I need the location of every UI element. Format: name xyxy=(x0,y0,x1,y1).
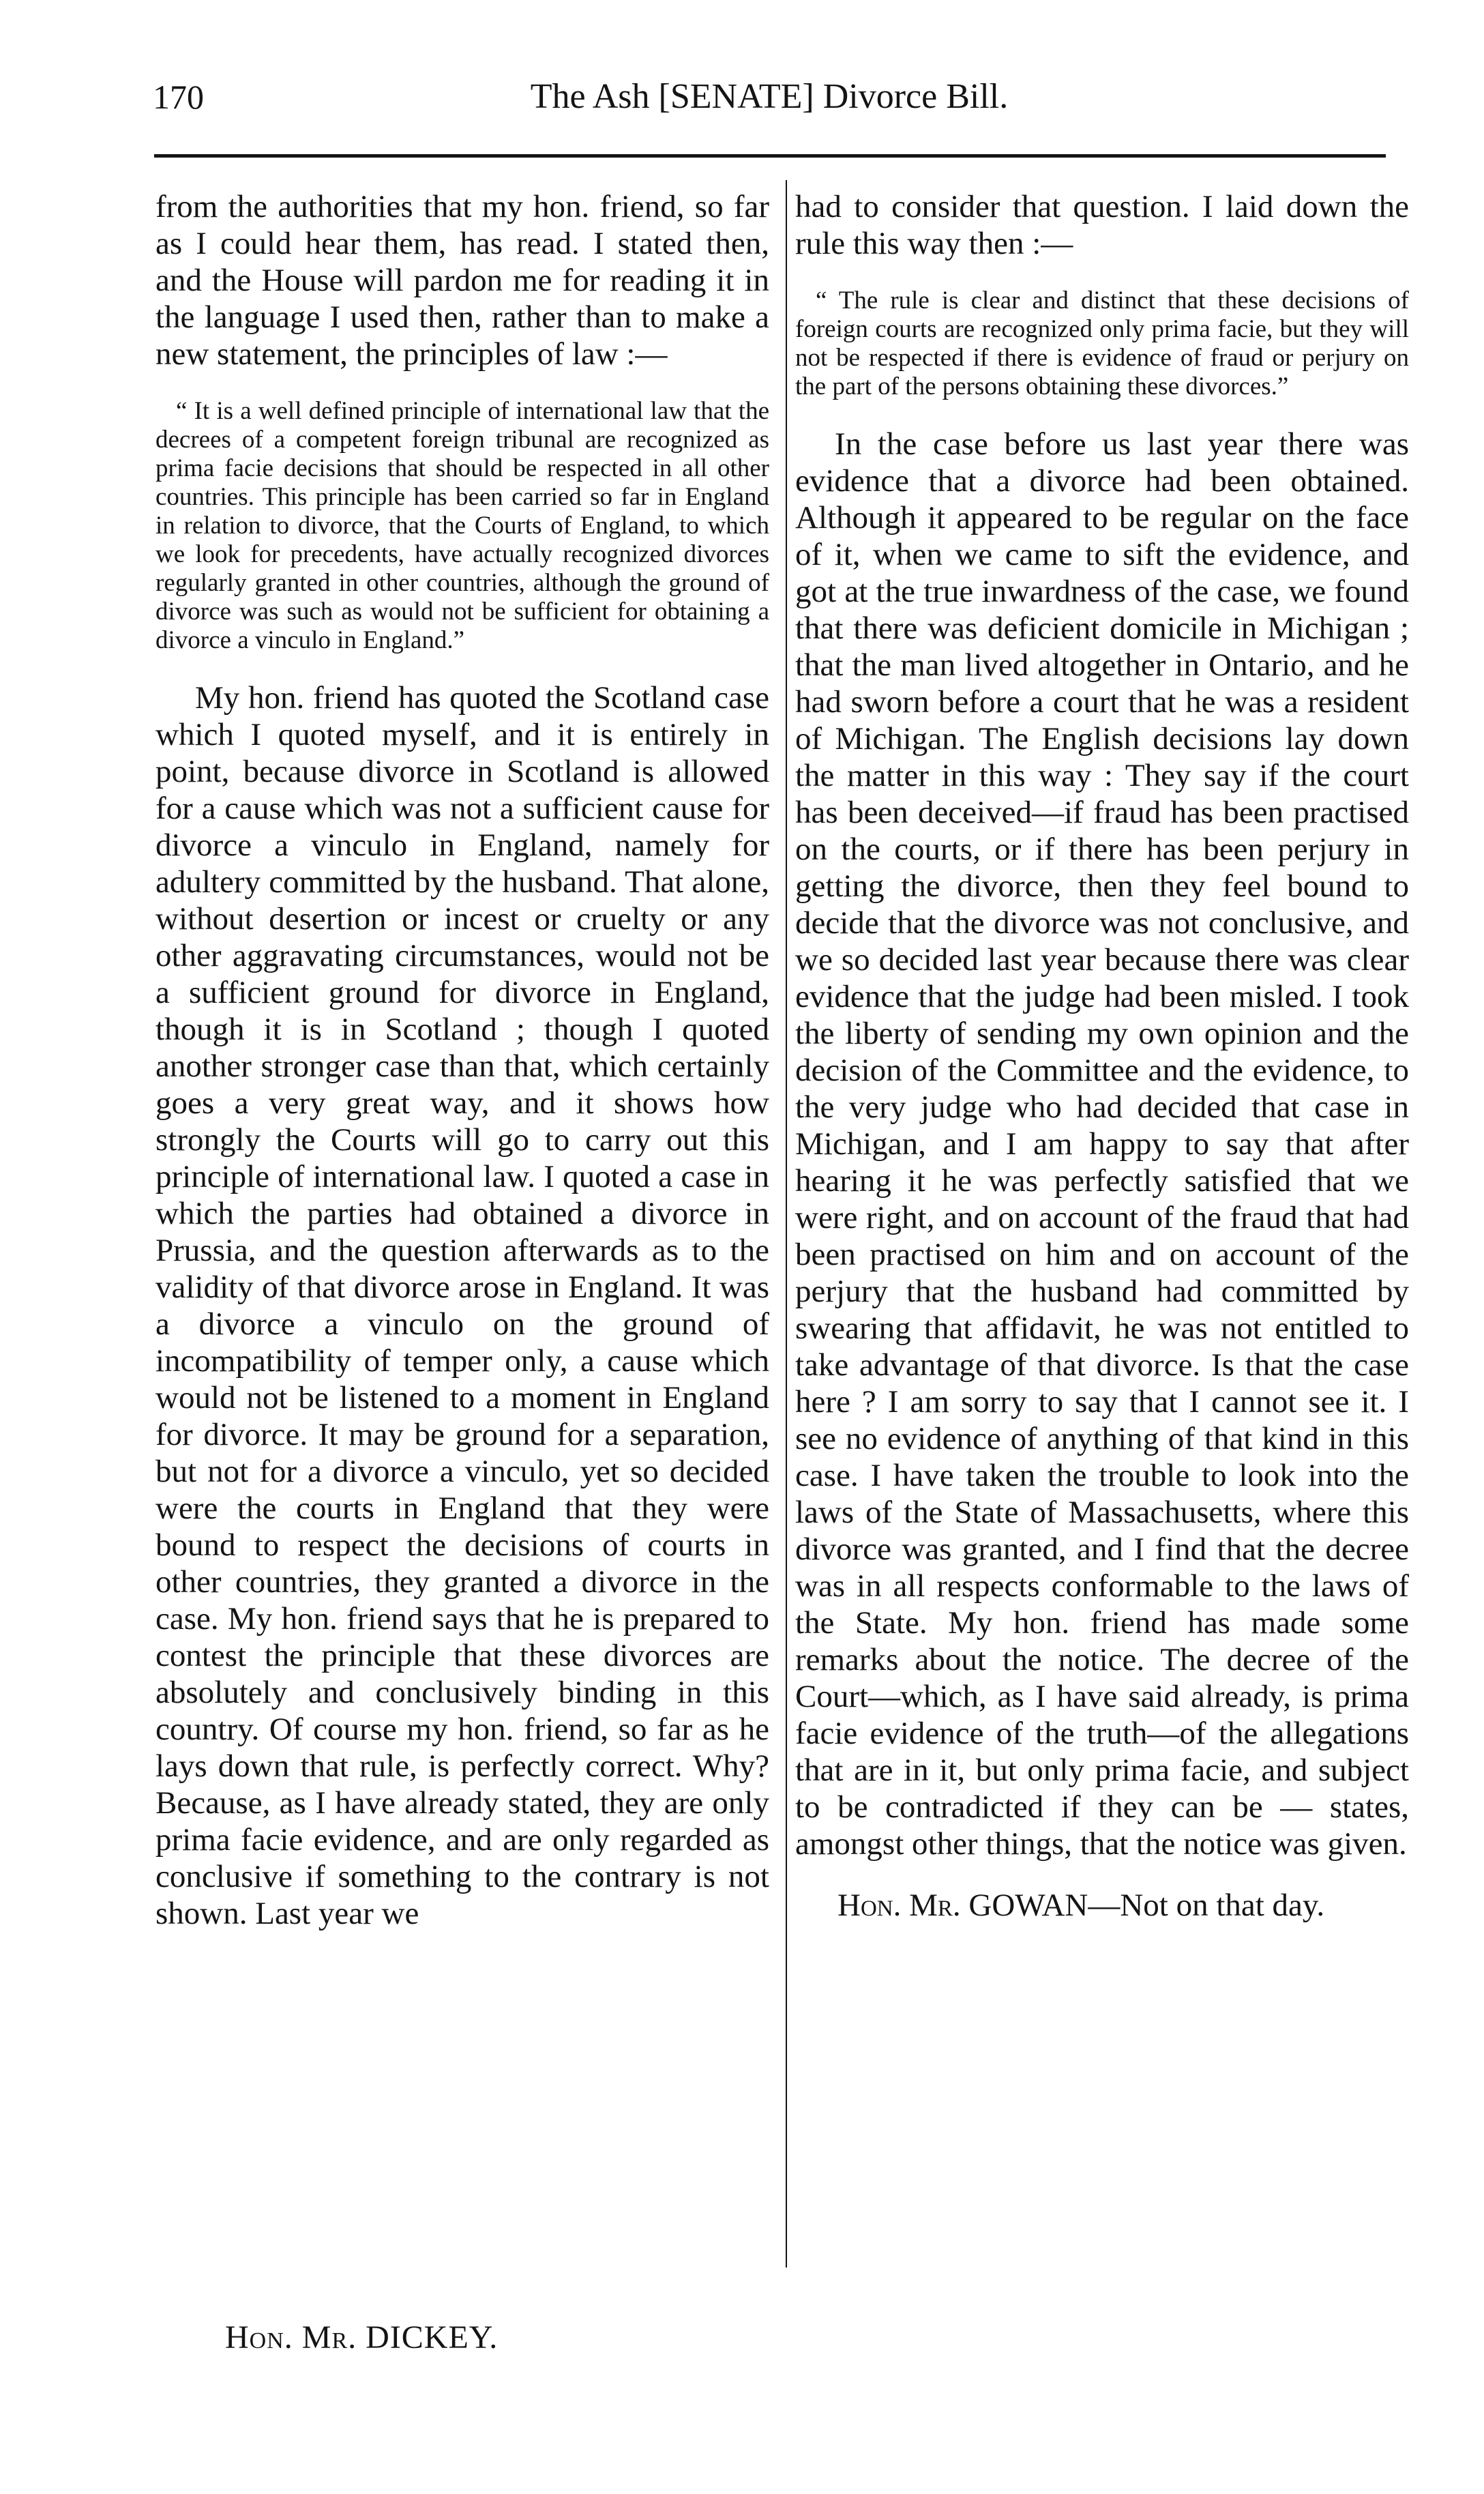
right-column xyxy=(795,188,1409,1924)
speaker-line xyxy=(795,1887,1409,1924)
header-rule xyxy=(154,154,1386,158)
right-paragraph-1: had to consider that question. I laid down the rule this way then :— xyxy=(795,189,1409,261)
footer-catchword: Hon. Mr. DICKEY. xyxy=(225,2319,499,2356)
speaker-name: Hon. Mr. GOWAN xyxy=(837,1888,1088,1923)
left-column xyxy=(155,188,769,1956)
page-header xyxy=(153,76,1386,138)
left-paragraph-1: from the authorities that my hon. friend, so far as I could hear them, has read. I stated then, and the House will pardon me for reading it in the language I used then, rather than to make a new statement, the principles of law :— xyxy=(155,189,769,372)
left-paragraph-2: My hon. friend has quoted the Scotland case which I quoted myself, and it is entirely in point, because divorce in Scotland is allowed for a cause which was not a sufficient cause for divorce a vinculo in England, namely for adultery committed by the husband. That alone, without desertion or incest or cruelty or any other aggravating circumstances, would not be a sufficient ground for divorce in England, though it is in Scotland ; though I quoted another stronger case than that, which certainly goes a very great way, and it shows how strongly the Courts will go to carry out this principle of international law. I quoted a case in which the parties had obtained a divorce in Prussia, and the question afterwards as to the validity of that divorce arose in England. It was a divorce a vinculo on the ground of incompatibility of temper only, a cause which would not be listened to a moment in England for divorce. It may be ground for a separation, but not for a divorce a vinculo, yet so decided were the courts in England that they were bound to respect the decisions of courts in other countries, they granted a divorce in the case. My hon. friend says that he is prepared to contest the principle that these divorces are absolutely and conclusively binding in this country. Of course my hon. friend, so far as he lays down that rule, is perfectly correct. Why? Because, as I have already stated, they are only prima facie evidence, and are only regarded as conclusive if something to the contrary is not shown. Last year we xyxy=(155,680,769,1931)
right-paragraph-2: In the case before us last year there was evidence that a divorce had been obtained. Although it appeared to be regular on the face of it, when we came to sift the evidence, and got at the true inwardness of the case, we found that there was deficient domicile in Michigan ; that the man lived altogether in Ontario, and he had sworn before a court that he was a resident of Michigan. The English decisions lay down the matter in this way : They say if the court has been deceived—if fraud has been practised on the courts, or if there has been perjury in getting the divorce, then they feel bound to decide that the divorce was not conclusive, and we so decided last year because there was clear evidence that the judge had been misled. I took the liberty of sending my own opinion and the decision of the Committee and the evidence, to the very judge who had decided that case in Michigan, and I am happy to say that after hearing it he was perfectly satisfied that we were right, and on account of the fraud that had been practised on him and on account of the perjury that the husband had committed by swearing that affidavit, he was not entitled to take advantage of that divorce. Is that the case here ? I am sorry to say that I cannot see it. I see no evidence of anything of that kind in this case. I have taken the trouble to look into the laws of the State of Massachusetts, where this divorce was granted, and I find that the decree was in all respects conformable to the laws of the State. My hon. friend has made some remarks about the notice. The decree of the Court—which, as I have said already, is prima facie evidence of the truth—of the allegations that are in it, but only prima facie, and subject to be contradicted if they can be — states, amongst other things, that the notice was given. xyxy=(795,426,1409,1862)
speaker-remark: —Not on that day. xyxy=(1088,1888,1325,1923)
page-number: 170 xyxy=(153,78,204,116)
left-quotation: “ It is a well defined principle of international law that the decrees of a competent foreign tribunal are recognized as prima facie decisions that should be respected in all other countries. This principle has been carried so far in England in relation to divorce, that the Courts of England, to which we look for precedents, have actually recognized divorces regularly granted in other countries, although the ground of divorce was such as would not be sufficient for obtaining a divorce a vinculo in England.” xyxy=(155,397,769,654)
column-divider xyxy=(786,180,787,2268)
right-quotation: “ The rule is clear and distinct that these decisions of foreign courts are recognized only prima facie, but they will not be respected if there is evidence of fraud or perjury on the part of the persons obtaining these divorces.” xyxy=(795,287,1409,400)
running-title: The Ash [SENATE] Divorce Bill. xyxy=(530,77,1009,116)
